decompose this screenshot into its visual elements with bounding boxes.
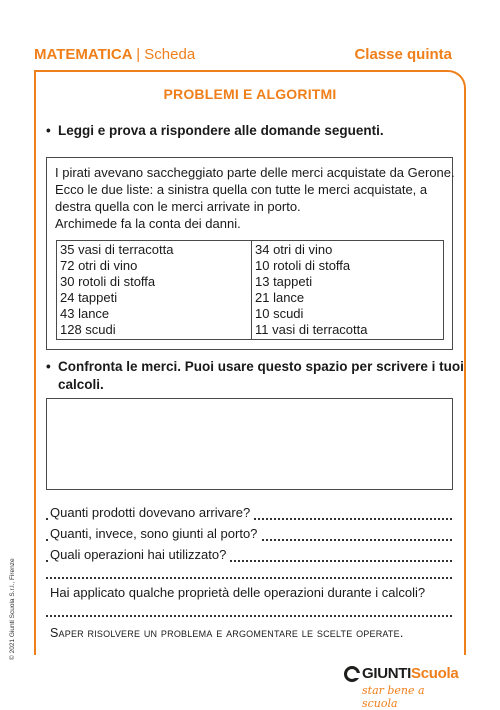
list-item: 72 otri di vino — [60, 258, 138, 273]
giunti-scuola-logo — [344, 665, 462, 710]
story-line: destra quella con le merci arrivate in porto. — [55, 199, 301, 214]
subject-name: MATEMATICA — [34, 46, 133, 63]
logo-tagline: star bene a scuola — [362, 684, 425, 710]
list-item: 128 scudi — [60, 322, 116, 337]
question-3: Quali operazioni hai utilizzato? — [50, 547, 229, 562]
page-header — [34, 46, 452, 66]
class-label: Classe quinta — [354, 46, 452, 63]
story-text — [55, 164, 455, 232]
list-item: 35 vasi di terracotta — [60, 242, 174, 257]
dotted-line — [46, 615, 452, 617]
logo-wordmark — [362, 665, 458, 682]
list-item: 21 lance — [255, 290, 305, 305]
instruction-compare-text: Confronta le merci. Puoi usare questo spazio per scrivere i tuoi — [58, 359, 464, 374]
logo-scuola: Scuola — [411, 665, 459, 682]
question-2: Quanti, invece, sono giunti al porto? — [50, 526, 260, 541]
story-line: Ecco le due liste: a sinistra quella con tutte le merci acquistate, a — [55, 182, 428, 197]
answer-line-q4[interactable] — [46, 585, 452, 603]
dotted-line — [46, 577, 452, 579]
instruction-compare — [46, 358, 464, 394]
sheet-title: PROBLEMI E ALGORITMI — [163, 86, 337, 102]
logo-giunti: GIUNTI — [362, 665, 412, 682]
list-item: 10 scudi — [255, 306, 304, 321]
list-item: 13 tappeti — [255, 274, 313, 289]
g-logo-icon — [344, 666, 360, 682]
list-item: 34 otri di vino — [255, 242, 333, 257]
story-line: Archimede fa la conta dei danni. — [55, 216, 241, 231]
table-divider — [251, 241, 252, 339]
list-item: 30 rotoli di stoffa — [60, 274, 156, 289]
bullet-icon: • — [46, 359, 51, 374]
answer-line-q3[interactable] — [46, 547, 452, 565]
copyright-text: © 2021 Giunti Scuola S.r.l., Firenze — [9, 558, 16, 660]
story-line: I pirati avevano saccheggiato parte delle merci acquistate da Gerone. — [55, 165, 455, 180]
sheet-type: Scheda — [144, 46, 196, 63]
header-separator: | — [136, 46, 141, 63]
question-4: Hai applicato qualche proprietà delle operazioni durante i calcoli? — [50, 585, 426, 600]
instruction-compare-text-2: calcoli. — [58, 377, 104, 392]
question-1: Quanti prodotti dovevano arrivare? — [50, 505, 253, 520]
instruction-read — [46, 122, 384, 140]
answer-line-q1[interactable] — [46, 505, 452, 523]
instruction-read-text: Leggi e prova a rispondere alle domande seguenti. — [58, 123, 384, 138]
bullet-icon: • — [46, 123, 51, 138]
arrived-list — [255, 242, 367, 338]
list-item: 43 lance — [60, 306, 110, 321]
goods-table — [56, 240, 444, 340]
list-item: 24 tappeti — [60, 290, 118, 305]
subject-label — [34, 46, 195, 63]
list-item: 10 rotoli di stoffa — [255, 258, 351, 273]
list-item: 11 vasi di terracotta — [255, 322, 368, 337]
answer-line-blank-1[interactable] — [46, 564, 452, 582]
calculation-area[interactable] — [46, 398, 453, 490]
answer-line-q2[interactable] — [46, 526, 452, 544]
answer-line-blank-2[interactable] — [46, 602, 452, 620]
learning-goal: Saper risolvere un problema e argomentare le scelte operate. — [50, 626, 404, 640]
purchased-list — [60, 242, 173, 338]
story-box — [46, 157, 453, 350]
